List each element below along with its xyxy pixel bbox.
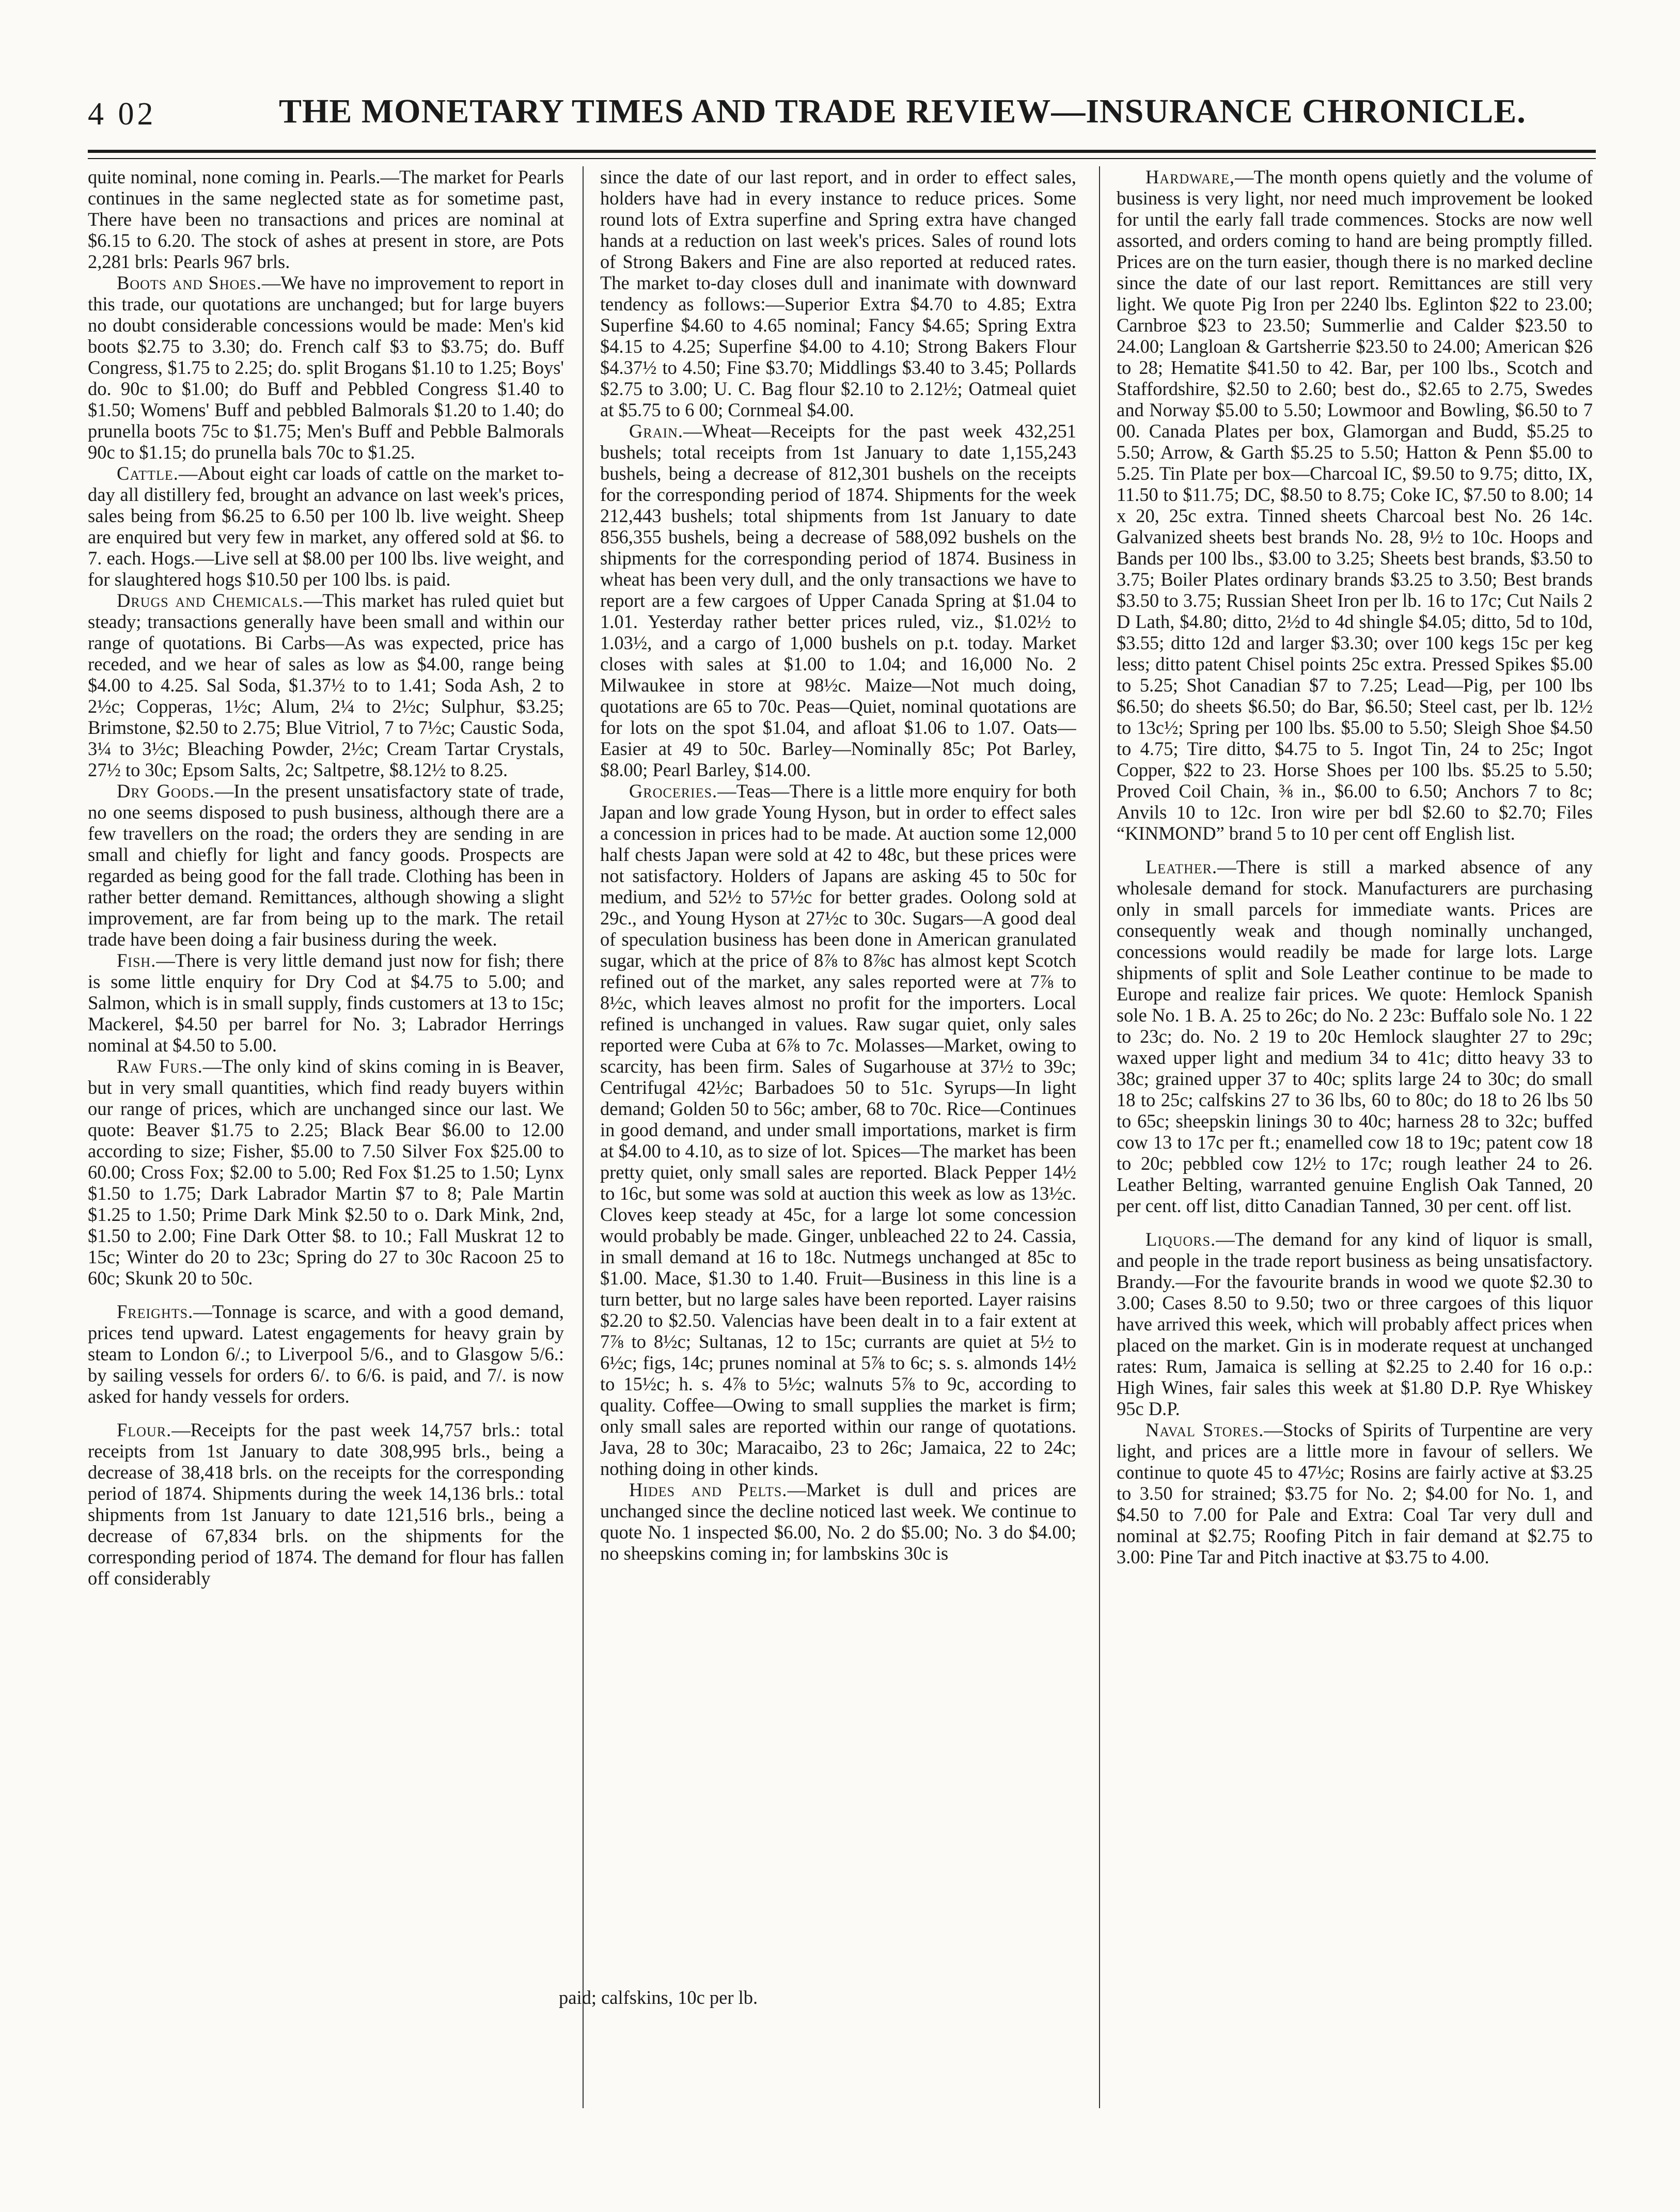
- paragraph-text: —Stocks of Spirits of Turpentine are very light, and prices are a little more in favour of sellers. We continue to quote 45 to 47½c; Rosins are fairly active at $3.25 to 3.50 for strained; $3.75 for No. 2; $4.00 for No. 1, and $4.50 to 7.00 for Pale and Extra: Coal Tar very dull and nominal at $2.75; Roofing Pitch in fair demand at $2.75 to 3.00: Pine Tar and Pitch inactive at $3.75 to 4.00.: [1117, 1419, 1593, 1567]
- market-report-paragraph: [600, 166, 1076, 420]
- market-report-paragraph: [88, 1301, 564, 1407]
- paragraph-text: —There is still a marked absence of any wholesale demand for stock. Manufacturers are purchasing only in small parcels for immediate wants. Prices are consequently weak and though nominally unchanged, concessions would readily be made for large lots. Large shipments of split and Sole Leather continue to be made to Europe and realize fair prices. We quote: Hemlock Spanish sole No. 1 B. A. 25 to 26c; do No. 2 23c: Buffalo sole No. 1 22 to 23c; do. No. 2 19 to 20c Hemlock slaughter 27 to 29c; waxed upper light and medium 34 to 41c; ditto heavy 33 to 38c; grained upper 37 to 40c; splits large 24 to 30c; do small 18 to 25c; calfskins 27 to 36 lbs, 60 to 80c; do 18 to 26 lbs 50 to 65c; sheepskin linings 30 to 40c; harness 28 to 32c; buffed cow 13 to 17c per ft.; enamelled cow 18 to 19c; patent cow 18 to 20c; pebbled cow 12½ to 17c; rough leather 24 to 26. Leather Belting, warranted genuine English Oak Tanned, 20 per cent. off list, ditto Canadian Tanned, 30 per cent. off list.: [1117, 856, 1593, 1216]
- paragraph-text: —Teas—There is a little more enquiry for both Japan and low grade Young Hyson, but in order to effect sales a concession in prices had to be made. At auction some 12,000 half chests Japan were sold at 42 to 48c, but these prices were not satisfactory. Holders of Japans are asking 45 to 50c for medium, and 52½ to 57½c for better grades. Oolong sold at 29c., and Young Hyson at 27½c to 30c. Sugars—A good deal of speculation business has been done in American granulated sugar, which at the price of 8⅞ to 8⅞c has almost kept Scotch refined out of the market, any sales reported were at 7⅞ to 8½c, which leaves almost no profit for the importers. Local refined is unchanged in values. Raw sugar quiet, only sales reported were Cuba at 6⅞ to 7c. Molasses—Market, owing to scarcity, has been firm. Sales of Sugarhouse at 37½ to 39c; Centrifugal 42½c; Barbadoes 50 to 51c. Syrups—In light demand; Golden 50 to 56c; amber, 68 to 70c. Rice—Continues in good demand, and under small importations, market is firm at $4.00 to 4.10, as to size of lot. Spices—The market has been pretty quiet, only small sales are reported. Black Pepper 14½ to 16c, but some was sold at auction this week as low as 13½c. Cloves keep steady at 45c, for a large lot some concession would probably be made. Ginger, unbleached 22 to 24. Cassia, in small demand at 16 to 18c. Nutmegs unchanged at 85c to $1.00. Mace, $1.30 to 1.40. Fruit—Business in this line is a turn better, but no large sales have been reported. Layer raisins $2.20 to $2.50. Valencias have been dealt in to a fair extent at 7⅞ to 8½c; Sultanas, 12 to 15c; currants are quiet at 5½ to 6½c; figs, 14c; prunes nominal at 5⅞ to 6c; s. s. almonds 14½ to 15½c; h. s. 4⅞ to 5½c; walnuts 5⅞ to 9c, according to quality. Coffee—Owing to small supplies the market is firm; only small sales are reported within our range of quotations. Java, 28 to 30c; Maracaibo, 23 to 26c; Jamaica, 22 to 24c; nothing doing in other kinds.: [600, 780, 1076, 1479]
- paragraph-text: —Tonnage is scarce, and with a good demand, prices tend upward. Latest engagements for heavy grain by steam to London 6/.; to Liverpool 5/6., and to Glasgow 5/6.: by sailing vessels for orders 6/. to 6/6. is paid, and 7/. is now asked for handy vessels for orders.: [88, 1301, 564, 1407]
- page-number: 4 02: [88, 97, 156, 132]
- section-heading: Groceries.: [629, 780, 718, 802]
- section-heading: Cattle.: [117, 463, 179, 484]
- market-report-paragraph: [600, 780, 1076, 1479]
- header-rule-thin: [88, 158, 1596, 159]
- paragraph-text: —Receipts for the past week 14,757 brls.: total receipts from 1st January to date 308,995 brls., being a decrease of 38,418 brls. on the receipts for the corresponding period of 1874. Shipments during the week 14,136 brls.: total shipments from 1st January to date 121,516 brls., being a decrease of 67,834 brls. on the shipments for the corresponding period of 1874. The demand for flour has fallen off considerably: [88, 1419, 564, 1589]
- market-report-paragraph: [88, 590, 564, 780]
- section-heading: Drugs and Chemicals.: [117, 590, 304, 611]
- market-report-paragraph: [1117, 166, 1593, 844]
- section-heading: Boots and Shoes.: [117, 272, 262, 293]
- market-report-paragraph: [88, 1056, 564, 1289]
- section-heading: Flour.: [117, 1419, 172, 1440]
- section-heading: Liquors.: [1145, 1229, 1216, 1250]
- section-heading: Fish.: [117, 950, 156, 971]
- paragraph-text: since the date of our last report, and in order to effect sales, holders have had in every instance to reduce prices. Some round lots of Extra superfine and Spring extra have changed hands at a reduction on last week's prices. Sales of round lots of Strong Bakers and Fine are also reported at reduced rates. The market to-day closes dull and inanimate with downward tendency as follows:—Superior Extra $4.70 to 4.85; Extra Superfine $4.60 to 4.65 nominal; Fancy $4.65; Spring Extra $4.15 to 4.25; Superfine $4.00 to 4.10; Strong Bakers Flour $4.37½ to 4.50; Fine $3.70; Middlings $3.40 to 3.45; Pollards $2.75 to 3.00; U. C. Bag flour $2.10 to 2.12½; Oatmeal quiet at $5.75 to 6 00; Cornmeal $4.00.: [600, 166, 1076, 420]
- column-divider: [1099, 166, 1100, 2108]
- market-report-paragraph: [88, 950, 564, 1056]
- paragraph-text: —There is very little demand just now for fish; there is some little enquiry for Dry Cod at $4.75 to 5.00; and Salmon, which is in small supply, finds customers at 13 to 15c; Mackerel, $4.50 per barrel for No. 3; Labrador Herrings nominal at $4.50 to 5.00.: [88, 950, 564, 1056]
- section-heading: Hides and Pelts.: [629, 1479, 788, 1500]
- market-report-paragraph: [88, 166, 564, 272]
- column-2: [600, 166, 1076, 2170]
- column-1: [88, 166, 564, 2170]
- page-header: [88, 92, 1596, 143]
- market-report-paragraph: [88, 272, 564, 463]
- paragraph-text: —Wheat—Receipts for the past week 432,251 bushels; total receipts from 1st January to date 1,155,243 bushels, being a decrease of 812,301 bushels on the receipts for the corresponding period of 1874. Shipments for the week 212,443 bushels; total shipments from 1st January to date 856,355 bushels, being a decrease of 588,092 bushels on the shipments for the corresponding period of 1874. Business in wheat has been very dull, and the only transactions we have to report are a few cargoes of Upper Canada Spring at $1.04 to 1.01. Yesterday rather better prices ruled, viz., $1.02½ to 1.03½, and a cargo of 1,000 bushels on p.t. today. Market closes with sales at $1.00 to 1.04; and 16,000 No. 2 Milwaukee in store at 98½c. Maize—Not much doing, quotations are 65 to 70c. Peas—Quiet, nominal quotations are for lots on the spot $1.04, and afloat $1.06 to 1.07. Oats—Easier at 49 to 50c. Barley—Nominally 85c; Pot Barley, $8.00; Pearl Barley, $14.00.: [600, 420, 1076, 780]
- market-report-paragraph: [1117, 856, 1593, 1216]
- market-report-paragraph: [88, 463, 564, 590]
- section-heading: Freights.: [117, 1301, 194, 1322]
- paragraph-text: —About eight car loads of cattle on the market to-day all distillery fed, brought an advance on last week's prices, sales being from $6.25 to 6.50 per 100 lb. live weight. Sheep are enquired but very few in market, any offered sold at $6. to 7. each. Hogs.—Live sell at $8.00 per 100 lbs. live weight, and for slaughtered hogs $10.50 per 100 lbs. is paid.: [88, 463, 564, 590]
- section-heading: Leather.: [1145, 856, 1218, 877]
- column-3: [1117, 166, 1593, 2170]
- market-report-paragraph: [1117, 1229, 1593, 1419]
- market-report-paragraph: [600, 1479, 1076, 1564]
- market-report-paragraph: [88, 1419, 564, 1589]
- section-heading: Grain.: [629, 420, 684, 442]
- paragraph-text: —This market has ruled quiet but steady; transactions generally have been small and within our range of quotations. Bi Carbs—As was expected, price has receded, and we hear of sales as low as $4.00, range being $4.00 to 4.25. Sal Soda, $1.37½ to to 1.41; Soda Ash, 2 to 2½c; Copperas, 1½c; Alum, 2¼ to 2½c; Sulphur, $3.25; Brimstone, $2.50 to 2.75; Blue Vitriol, 7 to 7½c; Caustic Soda, 3¼ to 3½c; Bleaching Powder, 2½c; Cream Tartar Crystals, 27½ to 30c; Epsom Salts, 2c; Saltpetre, $8.12½ to 8.25.: [88, 590, 564, 780]
- paragraph-text: —The only kind of skins coming in is Beaver, but in very small quantities, which find ready buyers within our range of prices, which are unchanged since our last. We quote: Beaver $1.75 to 2.25; Black Bear $6.00 to 12.00 according to size; Fisher, $5.00 to 7.50 Silver Fox $25.00 to 60.00; Cross Fox; $2.00 to 5.00; Red Fox $1.25 to 1.50; Lynx $1.50 to 1.75; Dark Labrador Martin $7 to 8; Pale Martin $1.25 to 1.50; Prime Dark Mink $2.50 to o. Dark Mink, 2nd, $1.50 to 2.00; Fine Dark Otter $8. to 10.; Fall Muskrat 12 to 15c; Winter do 20 to 23c; Spring do 27 to 30c Racoon 25 to 60c; Skunk 20 to 50c.: [88, 1056, 564, 1289]
- paragraph-text: quite nominal, none coming in. Pearls.—The market for Pearls continues in the same neglected state as for sometime past, There have been no transactions and prices are nominal at $6.15 to 6.20. The stock of ashes at present in store, are Pots 2,281 brls: Pearls 967 brls.: [88, 166, 564, 272]
- header-rule-thick: [88, 150, 1596, 153]
- column-2-continuation: paid; calfskins, 10c per lb.: [559, 1987, 758, 2008]
- paragraph-text: —Market is dull and prices are unchanged since the decline noticed last week. We continue to quote No. 1 inspected $6.00, No. 2 do $5.00; No. 3 do $4.00; no sheepskins coming in; for lambskins 30c is: [600, 1479, 1076, 1564]
- paragraph-text: —We have no improvement to report in this trade, our quotations are unchanged; but for large buyers no doubt considerable concessions would be made: Men's kid boots $2.75 to 3.30; do. French calf $3 to $3.75; do. Buff Congress, $1.75 to 2.25; do. split Brogans $1.10 to 1.25; Boys' do. 90c to $1.00; do Buff and Pebbled Congress $1.40 to $1.50; Womens' Buff and pebbled Balmorals $1.20 to 1.40; do prunella boots 75c to $1.75; Men's Buff and Pebble Balmorals 90c to $1.15; do prunella bals 70c to $1.25.: [88, 272, 564, 463]
- column-divider: [583, 166, 584, 2108]
- paragraph-text: —In the present unsatisfactory state of trade, no one seems disposed to push business, although there are a few travellers on the road; the orders they are sending in are small and chiefly for light and fancy goods. Prospects are regarded as being good for the fall trade. Clothing has been in rather better demand. Remittances, although showing a slight improvement, are far from being up to the mark. The retail trade have been doing a fair business during the week.: [88, 780, 564, 950]
- paragraph-text: —The month opens quietly and the volume of business is very light, nor need much improvement be looked for until the early fall trade commences. Stocks are now well assorted, and orders coming to hand are being promptly filled. Prices are on the turn easier, though there is no marked decline since the date of our last report. Remittances are still very light. We quote Pig Iron per 2240 lbs. Eglinton $22 to 23.00; Carnbroe $23 to 23.50; Summerlie and Calder $23.50 to 24.00; Langloan & Gartsherrie $23.50 to 24.00; American $26 to 28; Hematite $41.50 to 42. Bar, per 100 lbs., Scotch and Staffordshire, $2.50 to 2.60; best do., $2.65 to 2.75, Swedes and Norway $5.00 to 5.50; Lowmoor and Bowling, $6.50 to 7 00. Canada Plates per box, Glamorgan and Budd, $5.25 to 5.50; Arrow, & Garth $5.25 to 5.50; Hatton & Penn $5.00 to 5.25. Tin Plate per box—Charcoal IC, $9.50 to 9.75; ditto, IX, 11.50 to $11.75; DC, $8.50 to 8.75; Coke IC, $7.50 to 8.00; 14 x 20, 25c extra. Tinned sheets Charcoal best No. 26 14c. Galvanized sheets best brands No. 28, 9½ to 10c. Hoops and Bands per 100 lbs., $3.00 to 3.25; Sheets best brands, $3.50 to 3.75; Boiler Plates ordinary brands $3.25 to 3.50; Best brands $3.50 to 3.75; Russian Sheet Iron per lb. 16 to 17c; Cut Nails 2 D Lath, $4.80; ditto, 2½d to 4d shingle $4.05; ditto, 5d to 10d, $3.55; ditto 12d and larger $3.30; over 100 kegs 15c per keg less; ditto patent Chisel points 25c extra. Pressed Spikes $5.00 to 5.25; Shot Canadian $7 to 7.25; Lead—Pig, per 100 lbs $6.50; do sheets $6.50; do Bar, $6.50; Steel cast, per lb. 12½ to 13c½; Spring per 100 lbs. $5.00 to 5.50; Sleigh Shoe $4.50 to 4.75; Tire ditto, $4.75 to 5. Ingot Tin, 24 to 25c; Ingot Copper, $22 to 23. Horse Shoes per 100 lbs. $5.25 to 5.50; Proved Coil Chain, ⅜ in., $6.00 to 6.50; Anchors 7 to 8c; Anvils 10 to 12c. Iron wire per bdl $2.60 to $2.70; Files “KINMOND” brand 5 to 10 per cent off English list.: [1117, 166, 1593, 844]
- section-heading: Raw Furs.: [117, 1056, 203, 1077]
- section-heading: Hardware,: [1145, 166, 1235, 187]
- market-report-paragraph: [600, 420, 1076, 780]
- article-columns: [88, 166, 1596, 2170]
- market-report-paragraph: [1117, 1419, 1593, 1567]
- page-title: THE MONETARY TIMES AND TRADE REVIEW—INSURANCE CHRONICLE.: [279, 92, 1526, 130]
- section-heading: Dry Goods.: [117, 780, 215, 802]
- market-report-paragraph: [88, 780, 564, 950]
- paragraph-text: —The demand for any kind of liquor is small, and people in the trade report business as being unsatisfactory. Brandy.—For the favourite brands in wood we quote $2.30 to 3.00; Cases 8.50 to 9.50; two or three cargoes of this liquor have arrived this week, which will probably affect prices when placed on the market. Gin is in moderate request at unchanged rates: Rum, Jamaica is selling at $2.25 to 2.40 for 16 o.p.: High Wines, fair sales this week at $1.80 D.P. Rye Whiskey 95c D.P.: [1117, 1229, 1593, 1419]
- section-heading: Naval Stores.: [1145, 1419, 1264, 1440]
